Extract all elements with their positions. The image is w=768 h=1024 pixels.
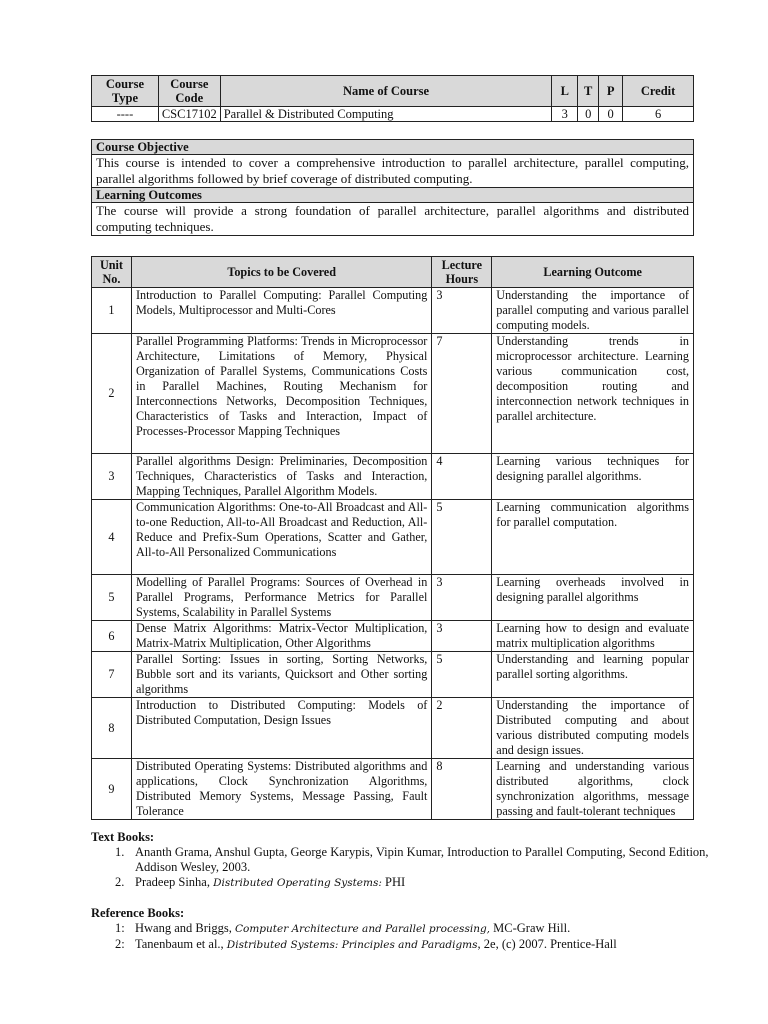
learning-outcomes-text: The course will provide a strong foundation of parallel architecture, parallel algorithms and distributed computing techniques.	[92, 203, 694, 236]
item-author: Tanenbaum et al.,	[135, 937, 224, 951]
unit-number: 7	[92, 652, 132, 698]
reference-books-heading: Reference Books:	[91, 906, 185, 920]
header-course-name: Name of Course	[220, 76, 552, 107]
unit-hours: 8	[432, 759, 492, 820]
text-books-heading: Text Books:	[91, 830, 155, 844]
header-unit-no: Unit No.	[92, 257, 132, 288]
table-row	[92, 621, 694, 652]
course-name: Parallel & Distributed Computing	[220, 107, 552, 122]
item-number: 1:	[115, 921, 125, 935]
header-p: P	[599, 76, 623, 107]
item-author: Hwang and Briggs,	[135, 921, 232, 935]
item-title: Computer Architecture and Parallel processing,	[235, 923, 491, 935]
table-row	[92, 575, 694, 621]
unit-topics: Parallel Programming Platforms: Trends in Microprocessor Architecture, Limitations of Memory, Physical Organization of Parallel Systems, Communications Costs in Parallel Machines, Routing Mechanism for Interconnections Networks, Decomposition Techniques, Characteristics of Tasks and Interaction, Impact of Processes-Processor Mapping Techniques	[131, 334, 431, 454]
header-topics: Topics to be Covered	[131, 257, 431, 288]
unit-hours: 3	[432, 575, 492, 621]
unit-outcome: Learning how to design and evaluate matrix multiplication algorithms	[492, 621, 694, 652]
item-title: Distributed Operating Systems:	[213, 877, 382, 889]
text-books-section	[91, 830, 711, 891]
unit-topics: Communication Algorithms: One-to-All Broadcast and All-to-one Reduction, All-to-All Broadcast and Reduction, All-Reduce and Prefix-Sum Operations, Scatter and Gather, All-to-All Personalized Communications	[131, 500, 431, 575]
text-book-item	[91, 845, 711, 875]
unit-number: 4	[92, 500, 132, 575]
reference-books-section	[91, 906, 711, 953]
item-number: 2.	[115, 875, 125, 889]
item-rest: , 2e, (c) 2007. Prentice-Hall	[477, 937, 617, 951]
table-row	[92, 334, 694, 454]
header-t: T	[578, 76, 599, 107]
unit-outcome: Understanding the importance of parallel computing and various parallel computing models.	[492, 288, 694, 334]
units-table	[91, 256, 694, 820]
unit-topics: Introduction to Distributed Computing: Models of Distributed Computation, Design Issues	[131, 698, 431, 759]
item-text: Ananth Grama, Anshul Gupta, George Karypis, Vipin Kumar, Introduction to Parallel Computing, Second Edition, Addison Wesley, 2003.	[135, 845, 709, 874]
unit-outcome: Learning overheads involved in designing parallel algorithms	[492, 575, 694, 621]
unit-topics: Introduction to Parallel Computing: Parallel Computing Models, Multiprocessor and Multi-Cores	[131, 288, 431, 334]
course-objective-heading: Course Objective	[92, 140, 694, 155]
table-row	[92, 500, 694, 575]
learning-outcomes-heading: Learning Outcomes	[92, 188, 694, 203]
objective-table	[91, 139, 694, 236]
text-book-item	[91, 875, 711, 891]
unit-number: 5	[92, 575, 132, 621]
course-p: 0	[599, 107, 623, 122]
unit-outcome: Learning communication algorithms for parallel computation.	[492, 500, 694, 575]
reference-book-item	[91, 937, 711, 953]
unit-hours: 4	[432, 454, 492, 500]
unit-outcome: Understanding and learning popular parallel sorting algorithms.	[492, 652, 694, 698]
unit-number: 8	[92, 698, 132, 759]
unit-outcome: Understanding the importance of Distributed computing and about various distributed computing models and design issues.	[492, 698, 694, 759]
header-learning-outcome: Learning Outcome	[492, 257, 694, 288]
unit-number: 9	[92, 759, 132, 820]
item-number: 2:	[115, 937, 125, 951]
item-rest: PHI	[381, 875, 406, 889]
unit-outcome: Learning and understanding various distributed algorithms, clock synchronization algorithms, message passing and fault-tolerant techniques	[492, 759, 694, 820]
item-rest: MC-Graw Hill.	[490, 921, 571, 935]
unit-outcome: Learning various techniques for designing parallel algorithms.	[492, 454, 694, 500]
unit-hours: 7	[432, 334, 492, 454]
unit-topics: Parallel algorithms Design: Preliminaries, Decomposition Techniques, Characteristics of Tasks and Interaction, Mapping Techniques, Parallel Algorithm Models.	[131, 454, 431, 500]
item-title: Distributed Systems: Principles and Paradigms	[226, 939, 478, 951]
course-objective-text: This course is intended to cover a comprehensive introduction to parallel architecture, parallel computing, parallel algorithms followed by brief coverage of distributed computing.	[92, 155, 694, 188]
header-course-code: Course Code	[158, 76, 220, 107]
unit-number: 1	[92, 288, 132, 334]
table-row	[92, 454, 694, 500]
table-row	[92, 288, 694, 334]
unit-topics: Modelling of Parallel Programs: Sources of Overhead in Parallel Programs, Performance Metrics for Parallel Systems, Scalability in Parallel Systems	[131, 575, 431, 621]
unit-number: 3	[92, 454, 132, 500]
header-credit: Credit	[623, 76, 694, 107]
item-number: 1.	[115, 845, 125, 859]
item-author: Pradeep Sinha,	[135, 875, 210, 889]
unit-hours: 5	[432, 500, 492, 575]
unit-outcome: Understanding trends in microprocessor architecture. Learning various communication cost, decomposition routing and interconnection network techniques in parallel architecture.	[492, 334, 694, 454]
unit-number: 2	[92, 334, 132, 454]
table-row	[92, 698, 694, 759]
table-row	[92, 652, 694, 698]
unit-number: 6	[92, 621, 132, 652]
course-credit: 6	[623, 107, 694, 122]
course-code: CSC17102	[158, 107, 220, 122]
course-l: 3	[552, 107, 578, 122]
header-course-type: Course Type	[92, 76, 159, 107]
table-row	[92, 759, 694, 820]
course-table	[91, 75, 694, 122]
unit-topics: Dense Matrix Algorithms: Matrix-Vector Multiplication, Matrix-Matrix Multiplication, Other Algorithms	[131, 621, 431, 652]
reference-book-item	[91, 921, 711, 937]
header-l: L	[552, 76, 578, 107]
unit-hours: 5	[432, 652, 492, 698]
unit-hours: 2	[432, 698, 492, 759]
unit-hours: 3	[432, 621, 492, 652]
course-type: ----	[92, 107, 159, 122]
course-t: 0	[578, 107, 599, 122]
header-lecture-hours: Lecture Hours	[432, 257, 492, 288]
unit-topics: Distributed Operating Systems: Distributed algorithms and applications, Clock Synchronization Algorithms, Distributed Memory Systems, Message Passing, Fault Tolerance	[131, 759, 431, 820]
unit-hours: 3	[432, 288, 492, 334]
unit-topics: Parallel Sorting: Issues in sorting, Sorting Networks, Bubble sort and its variants, Quicksort and Other sorting algorithms	[131, 652, 431, 698]
